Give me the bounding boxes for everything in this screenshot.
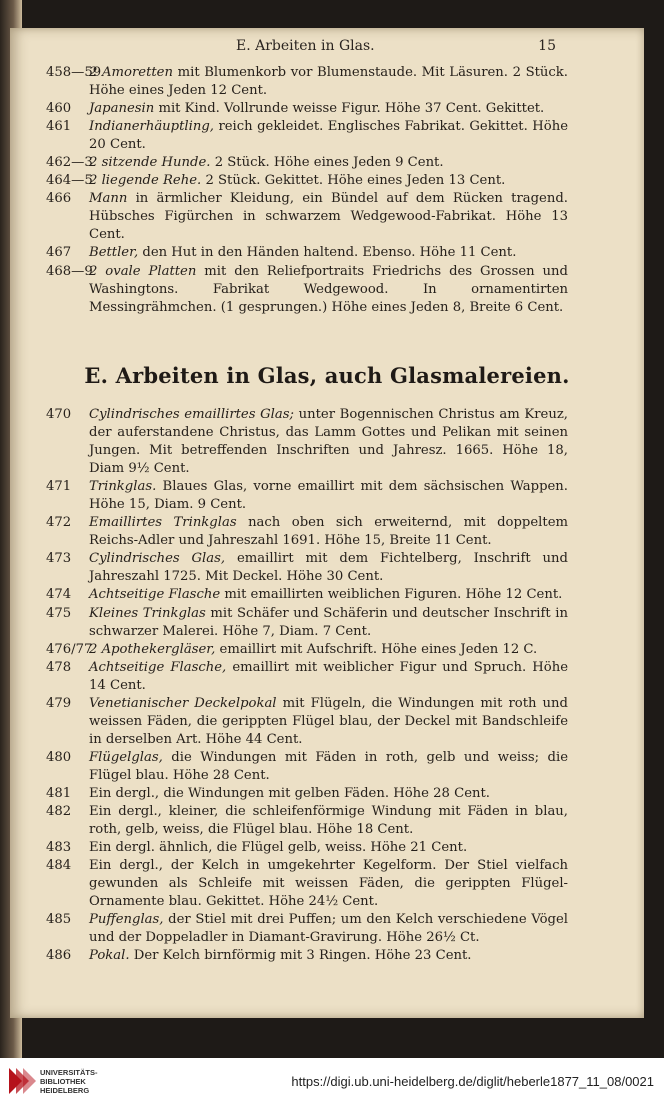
- catalog-entries-glass: [46, 406, 568, 965]
- entry-text: [89, 172, 568, 190]
- catalog-entry: [46, 586, 568, 604]
- entry-description: mit Schäfer und Schäferin und deutscher Inschrift in schwarzer Malerei. Höhe 7, Diam. 7 Cent.: [89, 605, 568, 639]
- entry-text: [89, 100, 568, 118]
- entry-description: emaillirt mit dem Fichtelberg, Inschrift und Jahreszahl 1725. Mit Deckel. Höhe 30 Cent.: [89, 551, 568, 585]
- entry-title: Kleines Trinkglas: [89, 605, 206, 621]
- entry-description: mit den Reliefportraits Friedrichs des Grossen und Washingtons. Fabrikat Wedgewood. In ornamentirten Messingrähmchen. (1 gesprungen.) Höhe eines Jeden 8, Breite 6 Cent.: [89, 263, 568, 315]
- entry-number: 485: [46, 912, 72, 928]
- entry-description: 2 Stück. Gekittet. Höhe eines Jeden 13 Cent.: [205, 173, 506, 189]
- entry-number: 482: [46, 804, 72, 820]
- catalog-entry: [46, 785, 568, 803]
- entry-number: 472: [46, 515, 72, 531]
- entry-number: 473: [46, 551, 72, 567]
- entry-title: Achtseitige Flasche: [89, 587, 221, 603]
- logo-text: [40, 1068, 98, 1095]
- entry-description: emaillirt mit weiblicher Figur und Spruch. Höhe 14 Cent.: [89, 659, 568, 693]
- entry-number: 480: [46, 749, 72, 765]
- entry-text: [89, 64, 568, 100]
- entry-number: 468—9: [46, 263, 93, 279]
- catalog-entry: [46, 100, 568, 118]
- entry-description: mit Blumenkorb vor Blumenstaude. Mit Läsuren. 2 Stück. Höhe eines Jeden 12 Cent.: [89, 65, 568, 99]
- entry-description: mit Kind. Vollrunde weisse Figur. Höhe 37 Cent. Gekittet.: [158, 101, 545, 117]
- entry-title: Cylindrisches Glas,: [89, 551, 226, 567]
- entry-title: Venetianischer Deckelpokal: [89, 695, 277, 711]
- entry-number: 458—59: [46, 65, 102, 80]
- catalog-entry: [46, 839, 568, 857]
- entry-description: 2 Stück. Höhe eines Jeden 9 Cent.: [214, 155, 444, 171]
- entry-title: Japanesin: [89, 101, 155, 117]
- entry-description: Blaues Glas, vorne emaillirt mit dem sächsischen Wappen. Höhe 15, Diam. 9 Cent.: [89, 479, 568, 513]
- entry-number: 475: [46, 605, 72, 621]
- entry-text: [89, 586, 568, 604]
- entry-text: [89, 605, 568, 641]
- entry-description: der Stiel mit drei Puffen; um den Kelch verschiedene Vögel und der Doppeladler in Diamant-Gravirung. Höhe 26½ Ct.: [89, 912, 568, 946]
- entry-title: 2 ovale Platten: [89, 263, 197, 279]
- catalog-entry: [46, 172, 568, 190]
- catalog-entries-top: [46, 64, 568, 317]
- entry-number: 462—3: [46, 155, 93, 171]
- entry-title: 2 Amoretten: [89, 65, 173, 80]
- running-head-title: E. Arbeiten in Glas.: [236, 38, 375, 54]
- entry-description: Ein dergl., die Windungen mit gelben Fäden. Höhe 28 Cent.: [89, 785, 490, 801]
- entry-number: 481: [46, 785, 72, 801]
- catalog-entry: [46, 803, 568, 839]
- entry-text: [89, 263, 568, 317]
- entry-description: Ein dergl., kleiner, die schleifenförmige Windung mit Fäden in blau, roth, gelb, weiss, die Flügel blau. Höhe 18 Cent.: [89, 804, 568, 838]
- catalog-entry: [46, 190, 568, 244]
- entry-title: Bettler,: [89, 245, 139, 261]
- entry-number: 464—5: [46, 173, 93, 189]
- catalog-entry: [46, 911, 568, 947]
- entry-number: 476/77: [46, 641, 93, 657]
- catalog-entry: [46, 406, 568, 478]
- entry-text: [89, 478, 568, 514]
- catalog-entry: [46, 550, 568, 586]
- catalog-entry: [46, 947, 568, 965]
- entry-description: Ein dergl. ähnlich, die Flügel gelb, weiss. Höhe 21 Cent.: [89, 840, 468, 856]
- catalog-entry: [46, 641, 568, 659]
- catalog-entry: [46, 695, 568, 749]
- catalog-entry: [46, 154, 568, 172]
- document-page: [10, 28, 644, 1018]
- entry-number: 470: [46, 407, 72, 422]
- entry-description: mit emaillirten weiblichen Figuren. Höhe 12 Cent.: [224, 587, 563, 603]
- entry-text: [89, 659, 568, 695]
- entry-number: 483: [46, 840, 72, 856]
- entry-title: Cylindrisches emaillirtes Glas;: [89, 407, 294, 422]
- entry-text: [89, 190, 568, 244]
- catalog-entry: [46, 605, 568, 641]
- entry-description: reich gekleidet. Englisches Fabrikat. Gekittet. Höhe 20 Cent.: [89, 119, 568, 153]
- entry-text: [89, 749, 568, 785]
- entry-text: [89, 785, 568, 803]
- entry-title: Emaillirtes Trinkglas: [89, 515, 237, 531]
- entry-description: Der Kelch birnförmig mit 3 Ringen. Höhe 23 Cent.: [133, 948, 472, 964]
- catalog-entry: [46, 478, 568, 514]
- entry-title: 2 Apothekergläser,: [89, 641, 216, 657]
- entry-title: Mann: [89, 191, 128, 207]
- entry-text: [89, 550, 568, 586]
- entry-number: 471: [46, 479, 72, 495]
- entry-title: Flügelglas,: [89, 749, 163, 765]
- entry-title: Puffenglas,: [89, 912, 164, 928]
- entry-title: Trinkglas.: [89, 479, 157, 495]
- entry-title: 2 sitzende Hunde.: [89, 155, 211, 171]
- page-number: 15: [538, 38, 556, 54]
- entry-description: unter Bogennischen Christus am Kreuz, der auferstandene Christus, das Lamm Gottes und Pelikan mit seinen Jungen. Mit betreffenden Inschriften und Jahresz. 1665. Höhe 18, Diam 9½ Cent.: [89, 407, 568, 477]
- entry-description: in ärmlicher Kleidung, ein Bündel auf dem Rücken tragend. Hübsches Figürchen in schwarzem Wedgewood-Fabrikat. Höhe 13 Cent.: [89, 191, 568, 243]
- catalog-entry: [46, 244, 568, 262]
- entry-number: 467: [46, 245, 72, 261]
- catalog-entry: [46, 857, 568, 911]
- entry-text: [89, 641, 568, 659]
- catalog-entry: [46, 118, 568, 154]
- entry-text: [89, 803, 568, 839]
- entry-text: [89, 695, 568, 749]
- section-heading: E. Arbeiten in Glas, auch Glasmalereien.: [84, 363, 570, 388]
- catalog-entry: [46, 64, 568, 100]
- entry-text: [89, 514, 568, 550]
- logo-line: HEIDELBERG: [40, 1086, 90, 1095]
- university-library-logo-icon: [6, 1064, 38, 1098]
- entry-number: 461: [46, 119, 72, 135]
- entry-number: 486: [46, 948, 72, 964]
- entry-title: Pokal.: [89, 948, 130, 964]
- entry-text: [89, 154, 568, 172]
- footer-bar: [0, 1058, 664, 1106]
- catalog-entry: [46, 263, 568, 317]
- entry-description: den Hut in den Händen haltend. Ebenso. Höhe 11 Cent.: [142, 245, 517, 261]
- entry-title: 2 liegende Rehe.: [89, 173, 202, 189]
- entry-title: Indianerhäuptling,: [89, 119, 214, 135]
- entry-number: 484: [46, 858, 72, 874]
- entry-description: emaillirt mit Aufschrift. Höhe eines Jeden 12 C.: [219, 641, 538, 657]
- entry-description: die Windungen mit Fäden in roth, gelb und weiss; die Flügel blau. Höhe 28 Cent.: [89, 749, 568, 783]
- catalog-entry: [46, 659, 568, 695]
- entry-description: nach oben sich erweiternd, mit doppeltem Reichs-Adler und Jahreszahl 1691. Höhe 15, Breite 11 Cent.: [89, 515, 568, 549]
- entry-description: mit Flügeln, die Windungen mit roth und weissen Fäden, die gerippten Flügel blau, der Deckel mit Bandschleife in derselben Art. Höhe 44 Cent.: [89, 695, 568, 747]
- entry-text: [89, 118, 568, 154]
- entry-number: 460: [46, 101, 72, 117]
- entry-text: [89, 839, 568, 857]
- catalog-entry: [46, 749, 568, 785]
- source-url-link[interactable]: https://digi.ub.uni-heidelberg.de/diglit/heberle1877_11_08/0021: [291, 1074, 654, 1089]
- entry-text: [89, 406, 568, 478]
- entry-text: [89, 911, 568, 947]
- entry-text: [89, 947, 568, 965]
- entry-text: [89, 857, 568, 911]
- entry-title: Achtseitige Flasche,: [89, 659, 227, 675]
- logo-line: UNIVERSITÄTS-: [40, 1068, 98, 1077]
- entry-number: 474: [46, 587, 72, 603]
- entry-description: Ein dergl., der Kelch in umgekehrter Kegelform. Der Stiel vielfach gewunden als Schleife mit weissen Fäden, die gerippten Flügel-Ornamente blau. Gekittet. Höhe 24½ Cent.: [89, 858, 568, 910]
- entry-number: 479: [46, 695, 72, 711]
- catalog-entry: [46, 514, 568, 550]
- entry-number: 466: [46, 191, 72, 207]
- logo-line: BIBLIOTHEK: [40, 1077, 86, 1086]
- entry-number: 478: [46, 659, 72, 675]
- entry-text: [89, 244, 568, 262]
